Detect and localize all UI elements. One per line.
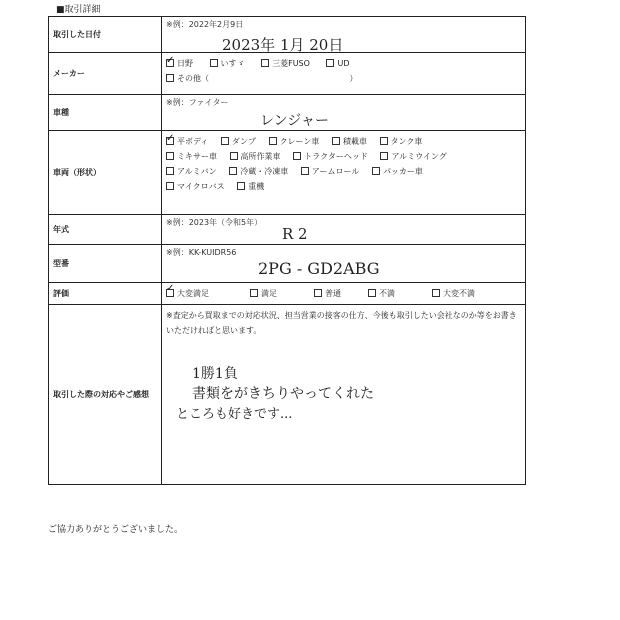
maker-option-fuso[interactable]: 三菱FUSO — [261, 56, 310, 71]
year-handwritten: R 2 — [282, 225, 308, 243]
body-option[interactable]: アルミウイング — [380, 149, 446, 164]
type-code-cell[interactable] — [162, 245, 526, 283]
body-option[interactable]: トラクターヘッド — [293, 149, 368, 164]
rating-option-very-dissatisfied[interactable]: 大変不満 — [432, 288, 475, 299]
checkbox-icon — [432, 289, 440, 297]
impression-cell[interactable] — [162, 305, 526, 485]
maker-option-isuzu[interactable]: いすゞ — [210, 56, 245, 71]
checkbox-icon — [293, 152, 301, 160]
rating-cell[interactable] — [162, 283, 526, 305]
rating-label: 評価 — [49, 283, 162, 305]
year-example: ※例：2023年（令和5年） — [166, 218, 263, 227]
body-option[interactable]: ダンプ — [221, 134, 256, 149]
rating-option-satisfied[interactable]: 満足 — [250, 288, 277, 299]
body-type-cell[interactable] — [162, 131, 526, 215]
checkbox-icon — [166, 289, 174, 297]
checkbox-icon — [229, 167, 237, 175]
checkbox-icon — [166, 182, 174, 190]
body-option[interactable]: 積載車 — [332, 134, 367, 149]
checkbox-icon — [269, 137, 277, 145]
maker-option-hino[interactable]: ✓日野 — [166, 56, 193, 71]
checkbox-icon — [372, 167, 380, 175]
checkbox-icon — [368, 289, 376, 297]
maker-other-close: ） — [349, 74, 358, 83]
date-example: ※例：2022年2月9日 — [166, 20, 244, 29]
rating-option-very-satisfied[interactable]: ✓ 大変満足 — [166, 288, 209, 299]
impression-note: ※査定から買取までの対応状況、担当営業の接客の仕方、今後も取引したい会社なのか等をお書きいただければと思います。 — [166, 311, 517, 335]
body-option[interactable]: アームロール — [301, 164, 360, 179]
section-title: ■取引詳細 — [56, 5, 101, 15]
model-label: 車種 — [49, 95, 162, 131]
body-option[interactable]: ミキサー車 — [166, 149, 217, 164]
checkbox-icon — [380, 137, 388, 145]
body-option[interactable]: 高所作業車 — [230, 149, 281, 164]
date-cell[interactable] — [162, 17, 526, 53]
maker-option-other[interactable]: その他（ — [166, 71, 209, 86]
body-option[interactable]: クレーン車 — [269, 134, 320, 149]
year-cell[interactable] — [162, 215, 526, 245]
type-code-handwritten: 2PG - GD2ABG — [258, 259, 380, 278]
body-option[interactable]: マイクロバス — [166, 179, 225, 194]
checkbox-icon — [166, 74, 174, 82]
impression-handwritten-line-2: 書類をがきちりやってくれた — [192, 386, 374, 402]
maker-option-ud[interactable]: UD — [326, 56, 349, 71]
model-example: ※例：ファイター — [166, 98, 229, 107]
checkbox-icon — [166, 167, 174, 175]
model-handwritten: レンジャー — [260, 113, 330, 129]
checkbox-icon — [301, 167, 309, 175]
checkbox-icon — [166, 59, 174, 67]
type-code-label: 型番 — [49, 245, 162, 283]
impression-handwritten-line-3: ところも好きです... — [176, 407, 293, 422]
checkbox-icon — [166, 152, 174, 160]
type-code-example: ※例：KK-KUIDR56 — [166, 248, 237, 257]
impression-label: 取引した際の対応やご感想 — [49, 305, 162, 485]
checkbox-icon — [250, 289, 258, 297]
checkbox-icon — [326, 59, 334, 67]
maker-cell[interactable] — [162, 53, 526, 95]
year-label: 年式 — [49, 215, 162, 245]
body-option[interactable]: ✓平ボディ — [166, 134, 208, 149]
rating-option-neutral[interactable]: 普通 — [314, 288, 341, 299]
checkbox-icon — [237, 182, 245, 190]
rating-option-dissatisfied[interactable]: 不満 — [368, 288, 395, 299]
checkbox-icon — [380, 152, 388, 160]
body-option[interactable]: パッカー車 — [372, 164, 423, 179]
body-option[interactable]: 重機 — [237, 179, 264, 194]
transaction-detail-table — [48, 16, 526, 485]
checkbox-icon — [221, 137, 229, 145]
model-cell[interactable] — [162, 95, 526, 131]
maker-label: メーカー — [49, 53, 162, 95]
body-option[interactable]: タンク車 — [380, 134, 423, 149]
checkbox-icon — [261, 59, 269, 67]
checkbox-icon — [314, 289, 322, 297]
checkbox-icon — [332, 137, 340, 145]
body-type-label: 車両（形状） — [49, 131, 162, 215]
checkbox-icon — [166, 137, 174, 145]
body-option[interactable]: アルミバン — [166, 164, 217, 179]
date-label: 取引した日付 — [49, 17, 162, 53]
body-option[interactable]: 冷蔵・冷凍車 — [229, 164, 288, 179]
thanks-message: ご協力ありがとうございました。 — [48, 525, 184, 535]
checkbox-icon — [230, 152, 238, 160]
checkbox-icon — [210, 59, 218, 67]
date-handwritten: 2023年 1月 20日 — [222, 36, 344, 54]
impression-handwritten-line-1: 1勝1負 — [192, 366, 238, 382]
